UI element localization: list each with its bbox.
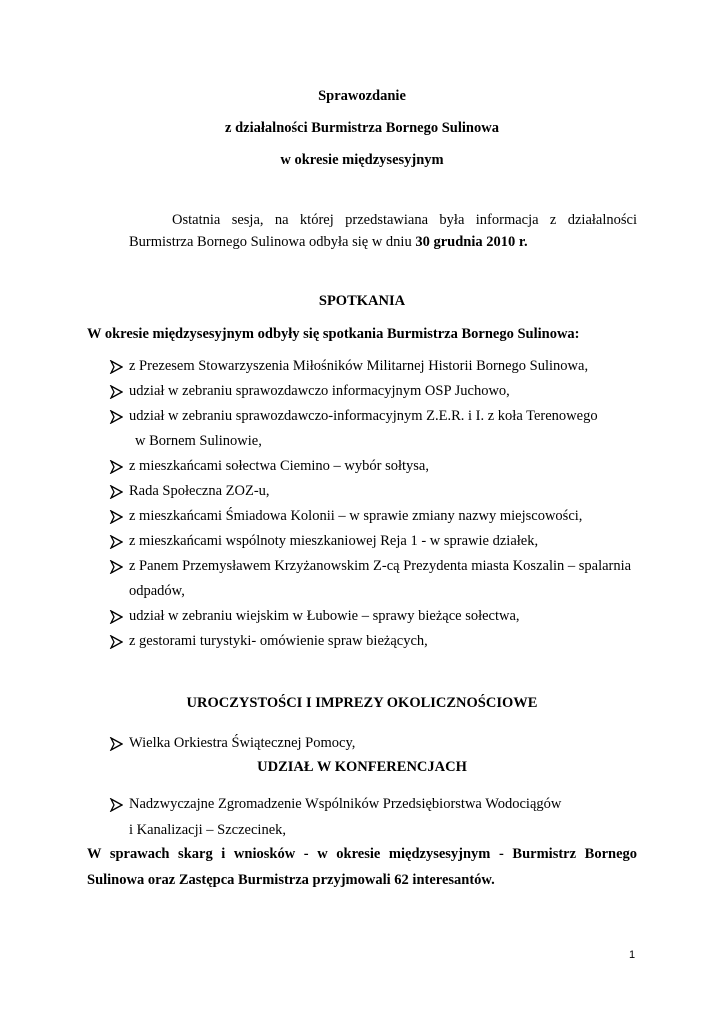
list-item: z mieszkańcami sołectwa Ciemino – wybór sołtysa, <box>129 458 429 474</box>
arrow-bullet-icon <box>109 635 123 649</box>
arrow-bullet-icon <box>109 360 123 374</box>
complaints-line-2: Sulinowa oraz Zastępca Burmistrza przyjmowali 62 interesantów. <box>87 872 495 888</box>
list-item: udział w zebraniu sprawozdawczo-informacyjnym Z.E.R. i I. z koła Terenowego <box>129 408 598 424</box>
page-number: 1 <box>629 949 636 961</box>
ceremonies-heading: UROCZYSTOŚCI I IMPREZY OKOLICZNOŚCIOWE <box>186 695 538 711</box>
list-item: z mieszkańcami wspólnoty mieszkaniowej Reja 1 - w sprawie działek, <box>129 533 539 549</box>
list-item: z gestorami turystyki- omówienie spraw bieżących, <box>129 633 428 649</box>
arrow-bullet-icon <box>109 737 123 751</box>
intro-line-2 <box>129 234 528 251</box>
list-item: udział w zebraniu wiejskim w Łubowie – sprawy bieżące sołectwa, <box>129 608 520 624</box>
intro-line-2-text: Burmistrza Bornego Sulinowa odbyła się w dniu <box>129 234 416 250</box>
list-item: z Panem Przemysławem Krzyżanowskim Z-cą Prezydenta miasta Koszalin – spalarnia <box>129 558 632 574</box>
arrow-bullet-icon <box>109 798 123 812</box>
document-title: Sprawozdanie <box>318 88 406 104</box>
document-period: w okresie międzysesyjnym <box>280 152 444 168</box>
document-subtitle: z działalności Burmistrza Bornego Sulinowa <box>225 120 499 136</box>
complaints-line-1: W sprawach skarg i wniosków - w okresie międzysesyjnym - Burmistrz Bornego <box>87 846 637 862</box>
list-item: z mieszkańcami Śmiadowa Kolonii – w sprawie zmiany nazwy miejscowości, <box>129 508 583 524</box>
meetings-heading: SPOTKANIA <box>318 293 406 309</box>
intro-line-1: Ostatnia sesja, na której przedstawiana była informacja z działalności <box>172 212 637 228</box>
meetings-lead: W okresie międzysesyjnym odbyły się spotkania Burmistrza Bornego Sulinowa: <box>87 326 580 342</box>
arrow-bullet-icon <box>109 485 123 499</box>
arrow-bullet-icon <box>109 410 123 424</box>
list-item-continuation: odpadów, <box>129 583 185 599</box>
list-item: Nadzwyczajne Zgromadzenie Wspólników Przedsiębiorstwa Wodociągów <box>129 796 562 812</box>
arrow-bullet-icon <box>109 460 123 474</box>
arrow-bullet-icon <box>109 385 123 399</box>
list-item: Rada Społeczna ZOZ-u, <box>129 483 270 499</box>
list-item: Wielka Orkiestra Świątecznej Pomocy, <box>129 735 356 751</box>
arrow-bullet-icon <box>109 535 123 549</box>
list-item-continuation: w Bornem Sulinowie, <box>135 433 262 449</box>
list-item: udział w zebraniu sprawozdawczo informacyjnym OSP Juchowo, <box>129 383 510 399</box>
arrow-bullet-icon <box>109 510 123 524</box>
arrow-bullet-icon <box>109 610 123 624</box>
conferences-heading: UDZIAŁ W KONFERENCJACH <box>257 759 467 775</box>
arrow-bullet-icon <box>109 560 123 574</box>
list-item: z Prezesem Stowarzyszenia Miłośników Militarnej Historii Bornego Sulinowa, <box>129 358 589 374</box>
last-session-date: 30 grudnia 2010 r. <box>415 234 528 250</box>
list-item-continuation: i Kanalizacji – Szczecinek, <box>129 822 287 838</box>
